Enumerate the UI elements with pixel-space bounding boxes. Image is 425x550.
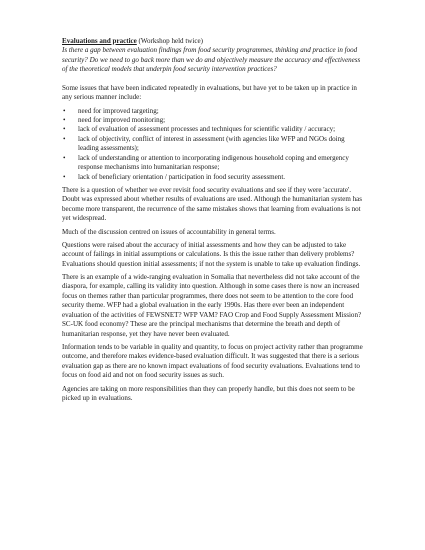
section-title-bold: Evaluations and practice — [62, 37, 137, 45]
issue-text: lack of beneficiary orientation / participation in food security assessment. — [78, 172, 286, 181]
bullet-icon: • — [63, 125, 66, 134]
paragraph-agency-responsibilities: Agencies are taking on more responsibilities than they can properly handle, but this does not seem to be picked up in evaluations. — [62, 384, 355, 402]
paragraph-accuracy-question: There is a question of whether we ever revisit food security evaluations and see if they were 'accurate'. Doubt was expressed about whether results of evaluations are used. Although the humanitarian system has become more transparent, the recurrence of the same mistakes shows that learning from evaluations is not yet widespread. — [62, 185, 363, 223]
issue-item-beneficiary-orientation — [62, 173, 363, 182]
issues-lead-paragraph: Some issues that have been indicated repeatedly in evaluations, but have yet to be taken up in practice in any serious manner include: — [62, 83, 357, 102]
section-title-note: (Workshop held twice) — [136, 37, 203, 45]
bullet-icon: • — [63, 134, 66, 143]
issue-text: lack of objectivity, conflict of interest in assessment (with agencies like WFP and NGOs doing leading assessments); — [78, 134, 345, 153]
paragraph-information-quality: Information tends to be variable in quality and quantity, to focus on project activity rather than programme outcome, and therefore makes evidence-based evaluation difficult. It was suggested that there is a serious evaluation gap as there are no known impact evaluations of food security evaluations. Evaluations tend to focus on food aid and not on food security issues as such. — [62, 342, 363, 380]
section-title — [62, 37, 363, 46]
paragraph-initial-assessments: Questions were raised about the accuracy of initial assessments and how they can be adjusted to take account of failings in initial assumptions or calculations. Is this the issue rather than delivery problems? Evaluations should question initial assessments; if not the system is unable to take up evaluation findings. — [62, 240, 361, 268]
issue-item-coping-mechanisms — [62, 154, 363, 173]
issue-text: need for improved monitoring; — [78, 115, 166, 124]
issue-item-assessment-validity — [62, 125, 363, 134]
intro-question: Is there a gap between evaluation findings from food security programmes, thinking and practice in food security? Do we need to go back more than we do and objectively measure the accuracy and effectiveness of the theoretical models that underpin food security intervention practices? — [62, 46, 361, 74]
bullet-icon: • — [63, 115, 66, 124]
issue-item-objectivity — [62, 135, 363, 154]
paragraph-accountability: Much of the discussion centred on issues of accountability in general terms. — [62, 227, 276, 236]
issue-text: need for improved targeting; — [78, 106, 159, 115]
issue-item-targeting — [62, 107, 363, 116]
bullet-icon: • — [63, 106, 66, 115]
bullet-icon: • — [63, 172, 66, 181]
issue-text: lack of understanding or attention to incorporating indigenous household coping and emergency response mechanisms into humanitarian response; — [78, 153, 349, 172]
paragraph-somalia-example: There is an example of a wide-ranging evaluation in Somalia that nevertheless did not take account of the diaspora, for example, calling its validity into question. Although in some cases there is now an increased focus on themes rather than particular programmes, there does not seem to be attention to the core food security theme. WFP had a global evaluation in the early 1990s. Has there ever been an independent evaluation of the activities of FEWSNET? WFP VAM? FAO Crop and Food Supply Assessment Mission? SC-UK food economy? These are the principal mechanisms that determine the breath and depth of humanitarian response, yet they have never been evaluated. — [62, 272, 362, 338]
issue-item-monitoring — [62, 116, 363, 125]
bullet-icon: • — [63, 153, 66, 162]
issue-text: lack of evaluation of assessment processes and techniques for scientific validity / accuracy; — [78, 125, 336, 134]
issues-list — [62, 107, 363, 183]
